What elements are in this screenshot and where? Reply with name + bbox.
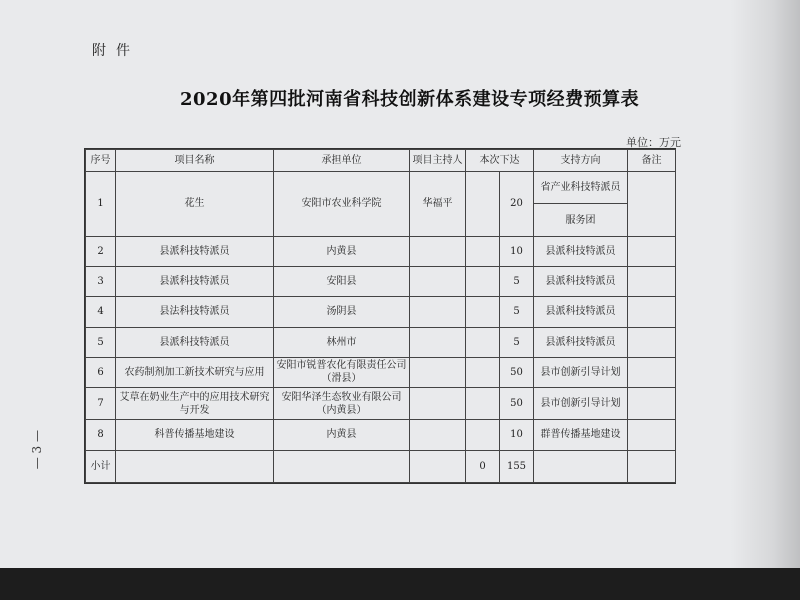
cell-org: 内黄县 bbox=[274, 236, 410, 266]
header-amount: 本次下达 bbox=[466, 150, 534, 172]
cell-org: 内黄县 bbox=[274, 420, 410, 450]
cell-amount-b: 20 bbox=[500, 172, 534, 237]
cell-note bbox=[628, 172, 676, 237]
header-org: 承担单位 bbox=[274, 150, 410, 172]
cell-org: 安阳市农业科学院 bbox=[274, 172, 410, 237]
budget-table bbox=[84, 148, 676, 484]
attachment-label: 附件 bbox=[92, 43, 140, 59]
cell-amount-a bbox=[466, 267, 500, 297]
cell-amount-b: 10 bbox=[500, 236, 534, 266]
cell-empty bbox=[274, 450, 410, 482]
cell-direction: 县市创新引导计划 bbox=[534, 388, 628, 420]
table-row bbox=[86, 357, 676, 387]
cell-host bbox=[410, 297, 466, 327]
header-name: 项目名称 bbox=[116, 150, 274, 172]
cell-no: 7 bbox=[86, 388, 116, 420]
cell-amount-b: 50 bbox=[500, 357, 534, 387]
cell-name: 科普传播基地建设 bbox=[116, 420, 274, 450]
cell-direction: 群普传播基地建设 bbox=[534, 420, 628, 450]
table-header-row bbox=[86, 150, 676, 172]
cell-empty bbox=[116, 450, 274, 482]
cell-no: 1 bbox=[86, 172, 116, 237]
cell-total-a: 0 bbox=[466, 450, 500, 482]
cell-org: 安阳县 bbox=[274, 267, 410, 297]
cell-name: 花生 bbox=[116, 172, 274, 237]
cell-no: 4 bbox=[86, 297, 116, 327]
cell-no: 6 bbox=[86, 357, 116, 387]
cell-direction: 县市创新引导计划 bbox=[534, 357, 628, 387]
table-row bbox=[86, 327, 676, 357]
table-total-row bbox=[86, 450, 676, 482]
cell-amount-b: 5 bbox=[500, 267, 534, 297]
table-row bbox=[86, 420, 676, 450]
cell-note bbox=[628, 236, 676, 266]
header-direction: 支持方向 bbox=[534, 150, 628, 172]
cell-host: 华福平 bbox=[410, 172, 466, 237]
cell-name: 县派科技特派员 bbox=[116, 327, 274, 357]
cell-org: 林州市 bbox=[274, 327, 410, 357]
page-number: — 3 — bbox=[30, 430, 44, 470]
cell-amount-b: 5 bbox=[500, 327, 534, 357]
cell-note bbox=[628, 267, 676, 297]
table-row bbox=[86, 297, 676, 327]
cell-host bbox=[410, 420, 466, 450]
cell-amount-a bbox=[466, 327, 500, 357]
desk-surface bbox=[0, 568, 800, 600]
cell-name: 农药制剂加工新技术研究与应用 bbox=[116, 357, 274, 387]
cell-host bbox=[410, 236, 466, 266]
table-row bbox=[86, 267, 676, 297]
cell-amount-b: 5 bbox=[500, 297, 534, 327]
cell-amount-a bbox=[466, 420, 500, 450]
page-title: 2020年第四批河南省科技创新体系建设专项经费预算表 bbox=[180, 89, 640, 110]
cell-name: 县派科技特派员 bbox=[116, 236, 274, 266]
cell-host bbox=[410, 327, 466, 357]
cell-direction: 县派科技特派员 bbox=[534, 267, 628, 297]
cell-no: 2 bbox=[86, 236, 116, 266]
header-note: 备注 bbox=[628, 150, 676, 172]
cell-direction: 县派科技特派员 bbox=[534, 297, 628, 327]
cell-no: 8 bbox=[86, 420, 116, 450]
cell-empty bbox=[534, 450, 628, 482]
cell-note bbox=[628, 357, 676, 387]
cell-empty bbox=[628, 450, 676, 482]
cell-amount-b: 10 bbox=[500, 420, 534, 450]
cell-host bbox=[410, 388, 466, 420]
cell-name: 县派科技特派员 bbox=[116, 267, 274, 297]
cell-host bbox=[410, 357, 466, 387]
table-row bbox=[86, 172, 676, 204]
cell-note bbox=[628, 388, 676, 420]
cell-note bbox=[628, 327, 676, 357]
header-no: 序号 bbox=[86, 150, 116, 172]
cell-note bbox=[628, 420, 676, 450]
cell-empty bbox=[410, 450, 466, 482]
cell-org: 安阳华泽生态牧业有限公司（内黄县） bbox=[274, 388, 410, 420]
table-row bbox=[86, 236, 676, 266]
cell-amount-b: 50 bbox=[500, 388, 534, 420]
cell-host bbox=[410, 267, 466, 297]
cell-name: 县法科技特派员 bbox=[116, 297, 274, 327]
cell-note bbox=[628, 297, 676, 327]
cell-amount-a bbox=[466, 172, 500, 237]
cell-amount-a bbox=[466, 357, 500, 387]
cell-name: 艾草在奶业生产中的应用技术研究与开发 bbox=[116, 388, 274, 420]
cell-direction: 服务团 bbox=[534, 204, 628, 236]
cell-direction: 县派科技特派员 bbox=[534, 236, 628, 266]
cell-amount-a bbox=[466, 388, 500, 420]
cell-total-label: 小计 bbox=[86, 450, 116, 482]
cell-total-b: 155 bbox=[500, 450, 534, 482]
cell-no: 3 bbox=[86, 267, 116, 297]
cell-direction: 省产业科技特派员 bbox=[534, 172, 628, 204]
cell-amount-a bbox=[466, 297, 500, 327]
cell-org: 安阳市锐普农化有限责任公司（滑县） bbox=[274, 357, 410, 387]
cell-no: 5 bbox=[86, 327, 116, 357]
cell-direction: 县派科技特派员 bbox=[534, 327, 628, 357]
header-host: 项目主持人 bbox=[410, 150, 466, 172]
unit-label: 单位：万元 bbox=[626, 136, 681, 149]
cell-amount-a bbox=[466, 236, 500, 266]
cell-org: 汤阴县 bbox=[274, 297, 410, 327]
table-row bbox=[86, 388, 676, 420]
